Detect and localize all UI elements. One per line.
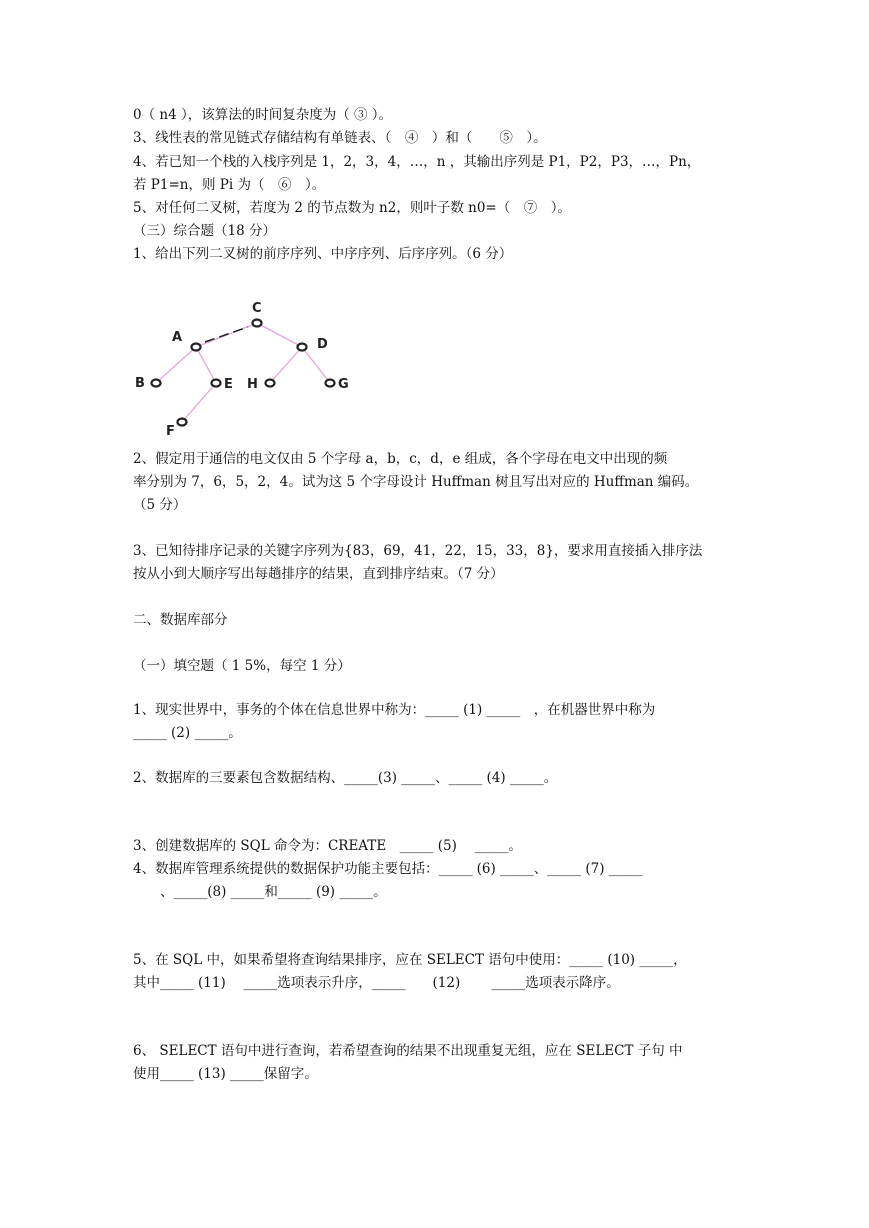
text-line-q4b: 若 P1=n，则 Pi 为（ ⑥ ）。	[133, 177, 326, 193]
tree-label-c: C	[252, 301, 262, 316]
tree-node-d	[298, 344, 307, 351]
text-line-db-q4b: 、_____(8) _____和_____ (9) _____。	[133, 884, 387, 900]
tree-label-a: A	[172, 330, 183, 345]
text-line-tree-question: 1、给出下列二叉树的前序序列、中序序列、后序序列。（6 分）	[133, 246, 513, 262]
text-line-db-q6b: 使用_____ (13) _____保留字。	[133, 1066, 318, 1082]
text-line-q4a: 4、若已知一个栈的入栈序列是 1，2，3，4，…，n ，其输出序列是 P1，P2，P3，…，Pn，	[133, 154, 701, 170]
text-line-db-q1b: _____ (2) _____。	[133, 725, 242, 741]
tree-node-e	[212, 380, 221, 387]
tree-node-c	[253, 320, 262, 327]
tree-node-g	[326, 380, 335, 387]
text-line-db-q4a: 4、数据库管理系统提供的数据保护功能主要包括：_____ (6) _____、_____ (7) _____	[133, 861, 643, 877]
text-line-q3: 3、线性表的常见链式存储结构有单链表、（ ④ ）和（ ⑤ ）。	[133, 130, 547, 146]
tree-node-a	[192, 344, 201, 351]
text-line-db-q6a: 6、 SELECT 语句中进行查询，若希望查询的结果不出现重复无组，应在 SELECT 子句 中	[133, 1043, 683, 1059]
text-line-db-q2: 2、数据库的三要素包含数据结构、_____(3) _____、_____ (4) _____。	[133, 770, 558, 786]
text-line-sort-a: 3、已知待排序记录的关键字序列为{83，69，41，22，15，33，8}，要求用直接插入排序法	[133, 543, 703, 559]
text-line-huffman-b: 率分别为 7，6，5，2，4。试为这 5 个字母设计 Huffman 树且写出对应的 Huffman 编码。	[133, 474, 699, 490]
section-heading-fill-in: （一）填空题（ 1 5%，每空 1 分）	[133, 658, 351, 674]
tree-label-g: G	[338, 377, 349, 392]
text-line-sort-b: 按从小到大顺序写出每趟排序的结果，直到排序结束。（7 分）	[133, 566, 504, 582]
tree-label-h: H	[247, 377, 258, 392]
text-line-complexity: 0（ n4 ），该算法的时间复杂度为（ ③ ）。	[133, 107, 393, 123]
text-line-huffman-a: 2、假定用于通信的电文仅由 5 个字母 a，b，c，d，e 组成，各个字母在电文中出现的频	[133, 451, 668, 467]
text-line-db-q1a: 1、现实世界中，事务的个体在信息世界中称为：_____ (1) _____ ，在机器世界中称为	[133, 702, 656, 718]
section-heading-comprehensive: （三）综合题（18 分）	[133, 223, 276, 239]
text-line-db-q5b: 其中_____ (11) _____选项表示升序，_____ (12) _____选项表示降序。	[133, 975, 620, 991]
tree-node-b	[152, 380, 161, 387]
text-line-db-q3: 3、创建数据库的 SQL 命令为：CREATE _____ (5) _____。	[133, 838, 522, 854]
tree-node-f	[178, 419, 187, 426]
tree-label-b: B	[135, 376, 145, 391]
tree-label-f: F	[166, 424, 175, 439]
tree-label-e: E	[224, 377, 233, 392]
text-line-huffman-c: （5 分）	[133, 497, 187, 513]
tree-node-h	[266, 380, 275, 387]
text-line-q5: 5、对任何二叉树，若度为 2 的节点数为 n2，则叶子数 n0=（ ⑦ ）。	[133, 200, 571, 216]
section-heading-database: 二、数据库部分	[133, 612, 228, 628]
tree-label-d: D	[317, 337, 328, 352]
text-line-db-q5a: 5、在 SQL 中，如果希望将查询结果排序，应在 SELECT 语句中使用：_____ (10) _____，	[133, 952, 687, 968]
binary-tree-figure	[130, 295, 370, 440]
